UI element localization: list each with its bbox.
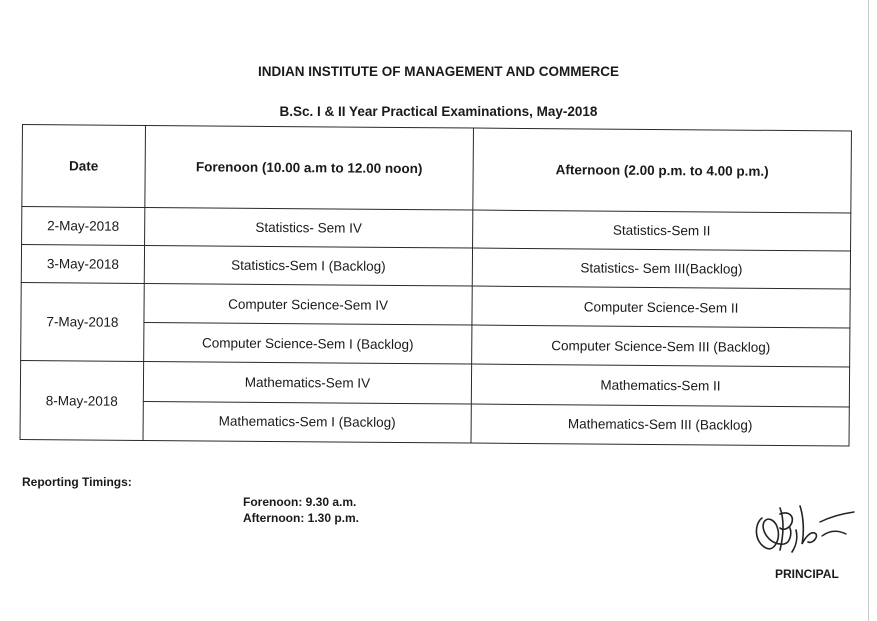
header-forenoon: Forenoon (10.00 a.m to 12.00 noon)	[145, 125, 474, 209]
table-row	[21, 282, 850, 328]
table-row	[20, 400, 849, 446]
principal-title: PRINCIPAL	[775, 567, 839, 581]
date-cell: 7-May-2018	[21, 282, 145, 361]
afternoon-cell: Mathematics-Sem II	[471, 364, 849, 406]
exam-subtitle: B.Sc. I & II Year Practical Examinations, May-2018	[279, 104, 598, 119]
header-afternoon: Afternoon (2.00 p.m. to 4.00 p.m.)	[473, 128, 852, 212]
table-header-row	[22, 125, 852, 213]
forenoon-cell: Statistics-Sem I (Backlog)	[144, 245, 472, 286]
table-row	[21, 322, 850, 368]
reporting-timings-label: Reporting Timings:	[22, 475, 132, 489]
institute-title: INDIAN INSTITUTE OF MANAGEMENT AND COMMERCE	[258, 64, 619, 79]
afternoon-cell: Computer Science-Sem II	[472, 286, 850, 328]
afternoon-cell: Statistics- Sem III(Backlog)	[472, 248, 850, 289]
forenoon-cell: Computer Science-Sem IV	[144, 283, 472, 325]
table-row	[21, 244, 850, 289]
date-cell: 2-May-2018	[22, 206, 145, 245]
page-edge	[868, 0, 869, 621]
table-row	[20, 361, 849, 407]
afternoon-cell: Statistics-Sem II	[473, 210, 851, 251]
forenoon-cell: Mathematics-Sem I (Backlog)	[143, 401, 471, 443]
forenoon-cell: Computer Science-Sem I (Backlog)	[144, 323, 472, 365]
reporting-afternoon: Afternoon: 1.30 p.m.	[243, 511, 360, 525]
date-cell: 3-May-2018	[21, 244, 144, 283]
afternoon-cell: Computer Science-Sem III (Backlog)	[472, 325, 850, 367]
exam-schedule-table	[20, 124, 852, 447]
forenoon-cell: Mathematics-Sem IV	[143, 362, 471, 404]
forenoon-cell: Statistics- Sem IV	[145, 207, 473, 248]
header-date: Date	[22, 125, 146, 207]
table-row	[22, 206, 851, 251]
principal-signature	[750, 500, 860, 562]
reporting-forenoon: Forenoon: 9.30 a.m.	[243, 495, 357, 509]
reporting-timings	[243, 494, 359, 526]
date-cell: 8-May-2018	[20, 361, 144, 441]
afternoon-cell: Mathematics-Sem III (Backlog)	[471, 404, 849, 446]
